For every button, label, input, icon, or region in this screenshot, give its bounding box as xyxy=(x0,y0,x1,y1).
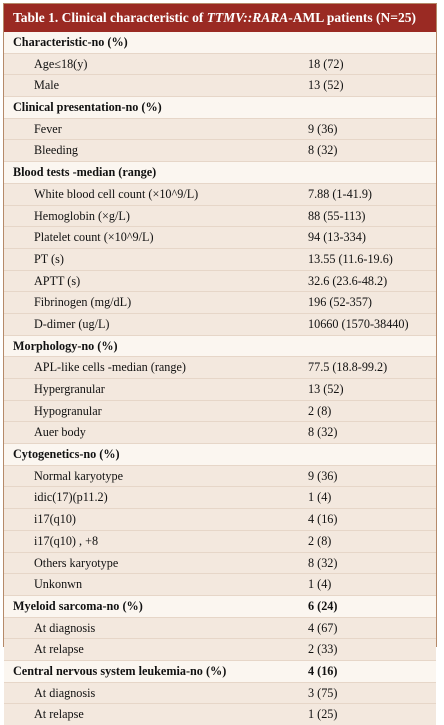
section-label: Myeloid sarcoma-no (%) xyxy=(13,598,143,613)
table-row xyxy=(4,74,436,96)
section-header-row xyxy=(4,335,436,357)
table-row xyxy=(4,552,436,574)
section-header-row xyxy=(4,595,436,617)
row-label: Hypergranular xyxy=(34,382,105,396)
table-row xyxy=(4,638,436,660)
row-value: 13.55 (11.6-19.6) xyxy=(308,251,393,266)
section-header-row xyxy=(4,32,436,53)
row-label: APTT (s) xyxy=(34,273,81,288)
section-label: Characteristic-no (%) xyxy=(13,35,128,49)
row-value: 88 (55-113) xyxy=(308,208,366,223)
row-value: 1 (4) xyxy=(308,490,332,505)
row-label: D-dimer (ug/L) xyxy=(34,316,110,331)
table-row xyxy=(4,530,436,552)
table-row xyxy=(4,270,436,292)
row-value: 9 (36) xyxy=(308,468,338,483)
row-value: 8 (32) xyxy=(308,425,338,440)
row-value: 1 (4) xyxy=(308,577,332,592)
row-label: idic(17)(p11.2) xyxy=(34,490,108,505)
section-header-row xyxy=(4,660,436,682)
row-value: 4 (16) xyxy=(308,663,338,678)
table-row xyxy=(4,486,436,508)
row-label: Normal karyotype xyxy=(34,468,124,483)
row-label: Bleeding xyxy=(34,143,79,158)
title-gene: TTMV::RARA xyxy=(206,10,289,25)
row-value: 18 (72) xyxy=(308,56,344,71)
row-value: 94 (13-334) xyxy=(308,230,366,245)
row-label: i17(q10) xyxy=(34,512,76,527)
table-row xyxy=(4,139,436,161)
table-row xyxy=(4,378,436,400)
row-value: 2 (8) xyxy=(308,403,332,418)
section-header-row xyxy=(4,443,436,465)
title-suffix: -AML patients (N=25) xyxy=(288,10,416,25)
row-label: Fever xyxy=(34,121,62,136)
row-label: At diagnosis xyxy=(34,620,96,635)
row-label: APL-like cells -median (range) xyxy=(34,360,186,375)
section-label: Morphology-no (%) xyxy=(13,338,118,353)
row-value: 77.5 (18.8-99.2) xyxy=(308,360,388,375)
table-row xyxy=(4,248,436,270)
row-value: 13 (52) xyxy=(308,382,344,396)
table-row xyxy=(4,573,436,595)
table-row xyxy=(4,617,436,639)
row-label: Others karyotype xyxy=(34,555,119,570)
table-row xyxy=(4,53,436,75)
row-value: 4 (67) xyxy=(308,620,338,635)
table-row xyxy=(4,291,436,313)
section-header-row xyxy=(4,161,436,183)
row-label: White blood cell count (×10^9/L) xyxy=(34,186,199,201)
table-row xyxy=(4,703,436,725)
table-frame xyxy=(3,3,437,722)
table-title xyxy=(4,4,436,32)
row-value: 4 (16) xyxy=(308,512,338,527)
table-row xyxy=(4,118,436,140)
row-value: 2 (8) xyxy=(308,533,332,548)
table-body xyxy=(4,32,436,725)
row-label: At diagnosis xyxy=(34,685,96,700)
row-label: Fibrinogen (mg/dL) xyxy=(34,295,132,310)
title-prefix: Table 1. Clinical characteristic of xyxy=(13,10,207,25)
row-label: Hypogranular xyxy=(34,403,102,418)
table-row xyxy=(4,356,436,378)
row-value: 13 (52) xyxy=(308,78,344,93)
section-label: Cytogenetics-no (%) xyxy=(13,447,120,462)
table-row xyxy=(4,183,436,205)
row-label: PT (s) xyxy=(34,251,64,266)
row-label: Unkonwn xyxy=(34,577,83,592)
row-label: At relapse xyxy=(34,642,84,657)
table-row xyxy=(4,205,436,227)
row-value: 10660 (1570-38440) xyxy=(308,316,409,331)
row-label: Male xyxy=(34,78,60,93)
table-row xyxy=(4,421,436,443)
table-row xyxy=(4,226,436,248)
table-row xyxy=(4,313,436,335)
row-label: Platelet count (×10^9/L) xyxy=(34,230,154,245)
row-value: 9 (36) xyxy=(308,121,338,136)
section-header-row xyxy=(4,96,436,118)
row-label: At relapse xyxy=(34,707,84,722)
row-value: 1 (25) xyxy=(308,707,338,722)
row-value: 8 (32) xyxy=(308,555,338,570)
row-value: 2 (33) xyxy=(308,642,338,657)
row-label: Hemoglobin (×g/L) xyxy=(34,208,130,223)
row-value: 32.6 (23.6-48.2) xyxy=(308,273,388,288)
row-label: Age≤18(y) xyxy=(34,56,88,71)
row-value: 3 (75) xyxy=(308,685,338,700)
table-row xyxy=(4,400,436,422)
section-label: Central nervous system leukemia-no (%) xyxy=(13,663,227,678)
section-label: Blood tests -median (range) xyxy=(13,165,157,180)
row-value: 7.88 (1-41.9) xyxy=(308,186,372,201)
table-row xyxy=(4,465,436,487)
row-label: Auer body xyxy=(34,425,86,440)
row-value: 196 (52-357) xyxy=(308,295,372,310)
row-value: 6 (24) xyxy=(308,598,338,613)
row-label: i17(q10) , +8 xyxy=(34,533,99,548)
table-row xyxy=(4,682,436,704)
table-row xyxy=(4,508,436,530)
section-label: Clinical presentation-no (%) xyxy=(13,100,162,115)
row-value: 8 (32) xyxy=(308,143,338,158)
